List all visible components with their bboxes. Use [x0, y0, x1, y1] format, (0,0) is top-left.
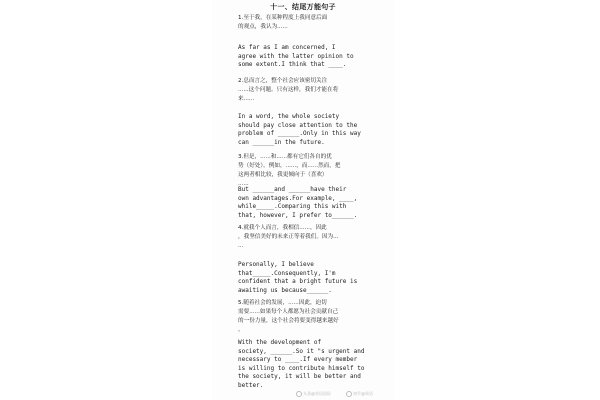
- watermark-left: [296, 391, 331, 397]
- section-5-chinese: 5.随着社会的发展，......因此，迫切 需要......如果每个人都愿为社会贡献自己 的一份力量，这个社会将要变得越来越好 。: [238, 300, 339, 333]
- watermark-left-text: 头条@英语国际: [303, 391, 331, 396]
- document-title: 十一、结尾万能句子: [270, 3, 336, 11]
- section-3-english: But ______and ______have their own advantages.For example, ____, while_____.Comparing this with that, however, I prefer to______.: [238, 186, 358, 219]
- section-1-chinese: 1.至于我，在某种程度上我同意后面 的观点，我认为......: [238, 15, 328, 30]
- section-4-english: Personally, I believe that_____.Consequently, I'm confident that a bright future is awaiting us because______.: [238, 261, 358, 294]
- watermark-logo-icon: [346, 391, 352, 397]
- document-image: [212, 0, 394, 400]
- watermark-right-text: 知乎@英语: [353, 391, 373, 396]
- section-1-english: As far as I am concerned, I agree with the latter opinion to some extent.I think that ____.: [238, 44, 354, 69]
- section-4-chinese: 4.就我个人而言，我相信......，因此 ，我坚信美好的未来正等着我们。因为... ...: [238, 225, 339, 249]
- section-2-chinese: 2.总而言之，整个社会应该密切关注 ......这个问题。只有这样，我们才能在将 来......: [238, 78, 339, 102]
- watermark-logo-icon: [296, 391, 302, 397]
- section-5-english: With the development of society, ______.So it "s urgent and necessary to ____.If every member is willing to contribute himself to the society, it will be better and better.: [238, 339, 365, 389]
- section-2-english: In a word, the whole society should pay close attention to the problem of ______.Only in this way can ______in the future.: [238, 113, 361, 146]
- section-3-chinese: 3.但是，......和......都有它们各自的优 势（好处）。例如，......，而......然而，把 这两者相比较，我更倾向于（喜欢） ......: [238, 154, 341, 187]
- watermark-right: [346, 391, 373, 397]
